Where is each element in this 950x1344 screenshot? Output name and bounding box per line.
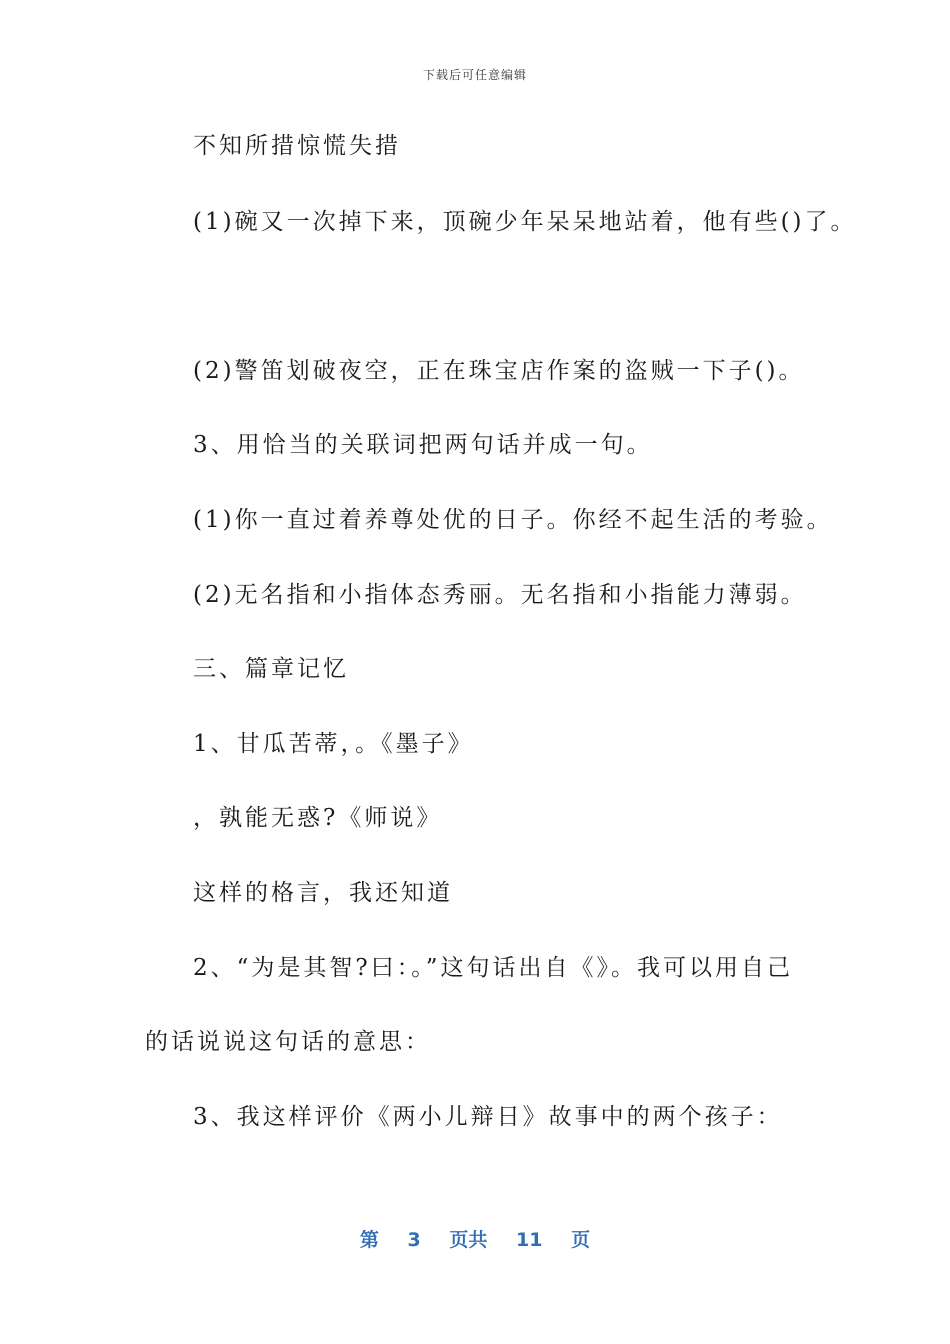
footer-total-pages: 11	[516, 1229, 543, 1251]
memory-item-1c: 这样的格言，我还知道	[193, 880, 453, 906]
footer-middle: 页共	[449, 1229, 488, 1251]
memory-item-1b: ，孰能无惑?《师说》	[193, 805, 443, 831]
memory-item-1: 1、甘瓜苦蒂，。《墨子》	[193, 731, 474, 757]
header-note: 下载后可任意编辑	[422, 68, 527, 82]
footer-suffix: 页	[571, 1229, 591, 1251]
memory-item-3: 3、我这样评价《两小儿辩日》故事中的两个孩子：	[193, 1104, 783, 1130]
sentence-combine-2: (2)无名指和小指体态秀丽。无名指和小指能力薄弱。	[193, 582, 807, 608]
footer-prefix: 第	[359, 1229, 379, 1251]
section-heading: 三、篇章记忆	[193, 656, 349, 682]
word-pair-line: 不知所措惊慌失措	[193, 133, 401, 159]
footer-page-number: 3	[407, 1229, 421, 1251]
question-line-1: (1)碗又一次掉下来，顶碗少年呆呆地站着，他有些()了。	[193, 209, 857, 235]
question-line-2: (2)警笛划破夜空，正在珠宝店作案的盗贼一下子()。	[193, 358, 805, 384]
sentence-combine-1: (1)你一直过着养尊处优的日子。你经不起生活的考验。	[193, 507, 833, 533]
memory-item-2: 2、“为是其智?曰：。”这句话出自《》。我可以用自己	[193, 955, 793, 981]
section-instruction: 3、用恰当的关联词把两句话并成一句。	[193, 432, 653, 458]
memory-item-2-continued: 的话说说这句话的意思：	[145, 1029, 431, 1055]
page-footer	[0, 1225, 950, 1252]
